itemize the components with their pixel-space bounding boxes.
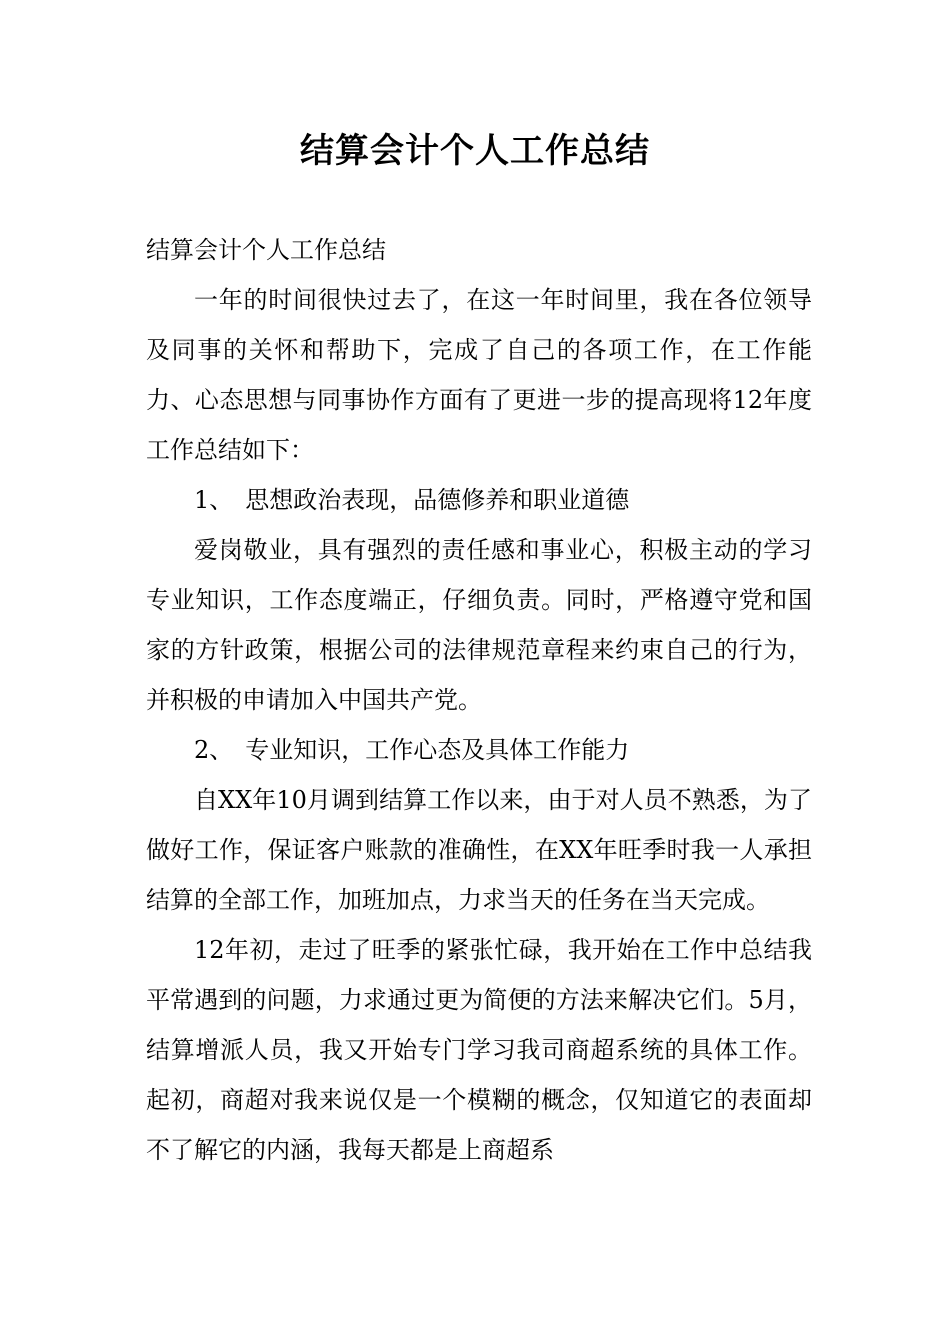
document-subtitle: 结算会计个人工作总结 <box>146 236 386 264</box>
paragraph-section-1: 爱岗敬业，具有强烈的责任感和事业心，积极主动的学习专业知识，工作态度端正，仔细负责。同时，严格遵守党和国家的方针政策，根据公司的法律规范章程来约束自己的行为，并积极的申请加入中国共产党。 <box>146 536 812 714</box>
section-heading-1: 1、 思想政治表现，品德修养和职业道德 <box>194 486 630 514</box>
document-body <box>146 225 812 1175</box>
document-title: 结算会计个人工作总结 <box>300 131 650 171</box>
section-heading-2: 2、 专业知识，工作心态及具体工作能力 <box>194 736 630 764</box>
paragraph-section-2a: 自XX年10月调到结算工作以来，由于对人员不熟悉，为了做好工作，保证客户账款的准确性，在XX年旺季时我一人承担结算的全部工作，加班加点，力求当天的任务在当天完成。 <box>146 786 812 914</box>
paragraph-section-2b: 12年初，走过了旺季的紧张忙碌，我开始在工作中总结我平常遇到的问题，力求通过更为简便的方法来解决它们。5月，结算增派人员，我又开始专门学习我司商超系统的具体工作。起初，商超对我来说仅是一个模糊的概念，仅知道它的表面却不了解它的内涵，我每天都是上商超系 <box>146 936 812 1164</box>
paragraph-intro: 一年的时间很快过去了，在这一年时间里，我在各位领导及同事的关怀和帮助下，完成了自己的各项工作，在工作能力、心态思想与同事协作方面有了更进一步的提高现将12年度工作总结如下： <box>146 286 812 464</box>
